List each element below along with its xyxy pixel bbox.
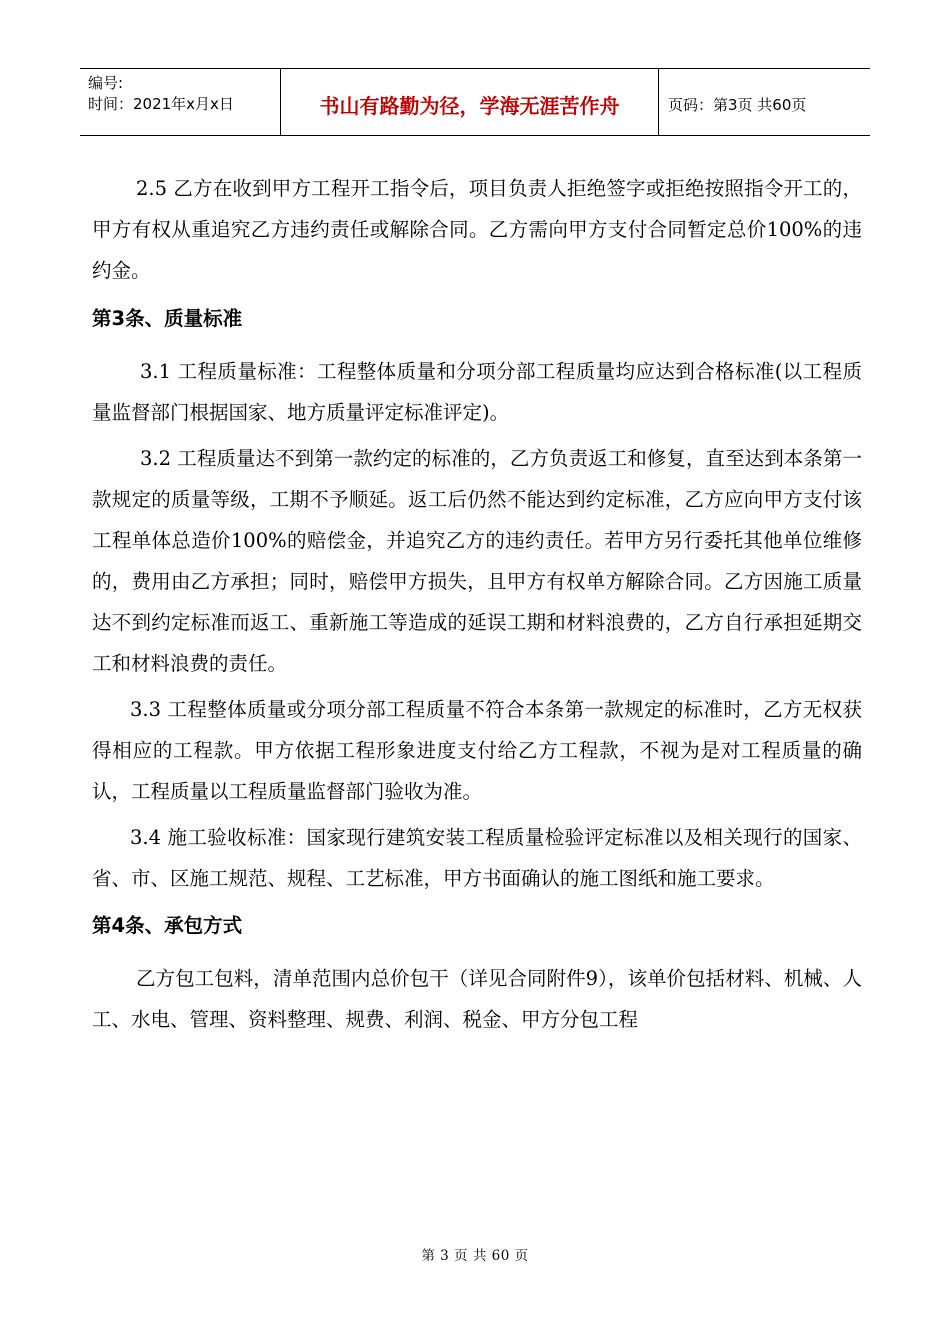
header-motto: 书山有路勤为径，学海无涯苦作舟 xyxy=(281,69,659,135)
clause-3-1: 3.1 工程质量标准：工程整体质量和分项分部工程质量均应达到合格标准(以工程质量监督部门根据国家、地方质量评定标准评定)。 xyxy=(92,360,862,424)
page-header xyxy=(80,68,870,136)
document-time-label: 时间：2021年x月x日 xyxy=(88,95,234,113)
page-footer: 第 3 页 共 60 页 xyxy=(421,1248,529,1264)
clause-2-5: 2.5 乙方在收到甲方工程开工指令后，项目负责人拒绝签字或拒绝按照指令开工的，甲方有权从重追究乙方违约责任或解除合同。乙方需向甲方支付合同暂定总价100%的违约金。 xyxy=(92,177,862,282)
section-heading-3: 第3条、质量标准 xyxy=(92,307,243,330)
clause-3-2: 3.2 工程质量达不到第一款约定的标准的，乙方负责返工和修复，直至达到本条第一款规定的质量等级，工期不予顺延。返工后仍然不能达到约定标准，乙方应向甲方支付该工程单体总造价100%的赔偿金，并追究乙方的违约责任。若甲方另行委托其他单位维修的，费用由乙方承担；同时，赔偿甲方损失，且甲方有权单方解除合同。乙方因施工质量达不到约定标准而返工、重新施工等造成的延误工期和材料浪费的，乙方自行承担延期交工和材料浪费的责任。 xyxy=(92,447,862,675)
header-page-info: 页码：第3页 共60页 xyxy=(668,95,807,114)
document-body xyxy=(92,168,862,1040)
section-heading-4: 第4条、承包方式 xyxy=(92,914,243,937)
clause-3-4: 3.4 施工验收标准：国家现行建筑安装工程质量检验评定标准以及相关现行的国家、省、市、区施工规范、规程、工艺标准，甲方书面确认的施工图纸和施工要求。 xyxy=(92,826,862,890)
clause-3-3: 3.3 工程整体质量或分项分部工程质量不符合本条第一款规定的标准时，乙方无权获得相应的工程款。甲方依据工程形象进度支付给乙方工程款，不视为是对工程质量的确认，工程质量以工程质量监督部门验收为准。 xyxy=(92,698,862,803)
document-number-label: 编号: xyxy=(88,74,124,92)
clause-4-intro: 乙方包工包料，清单范围内总价包干（详见合同附件9），该单价包括材料、机械、人工、水电、管理、资料整理、规费、利润、税金、甲方分包工程 xyxy=(92,967,862,1031)
header-meta xyxy=(80,69,281,135)
